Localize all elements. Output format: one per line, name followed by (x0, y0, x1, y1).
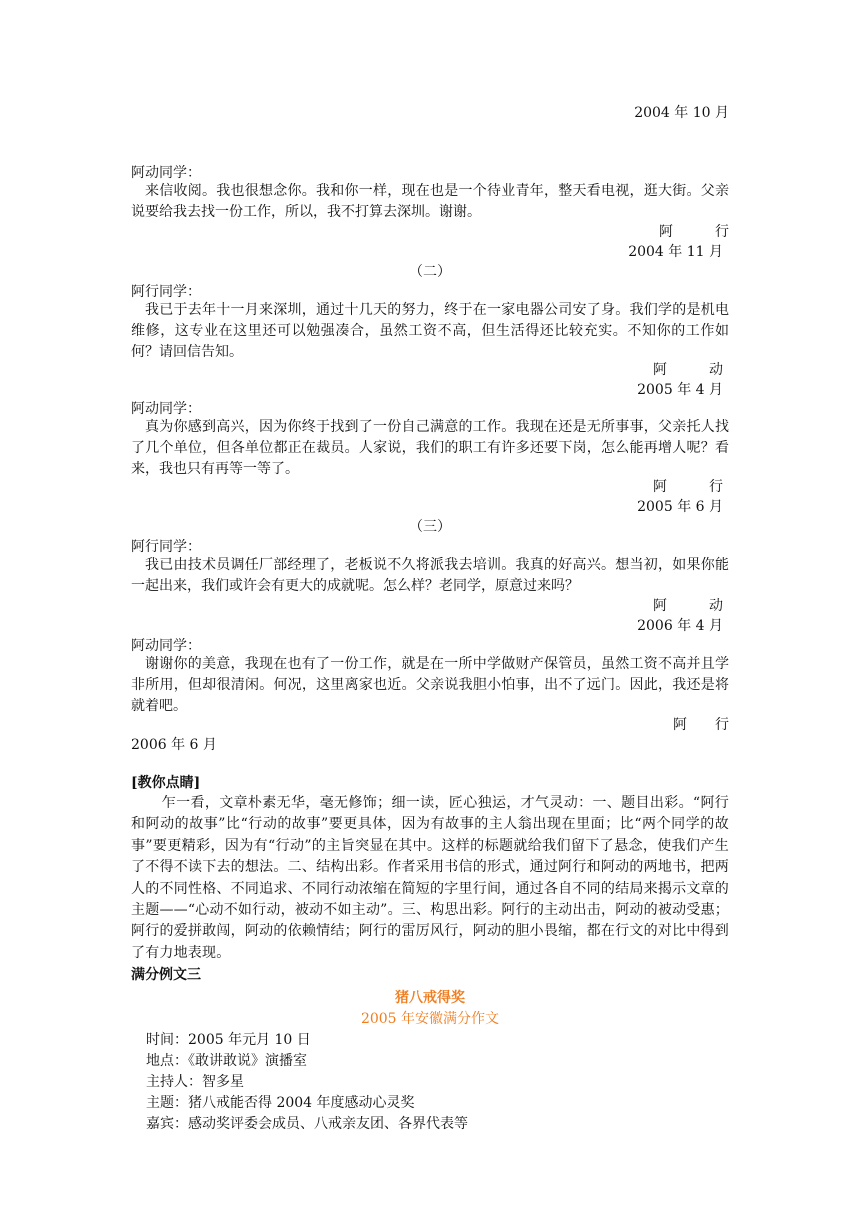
letter4-date: 2006 年 4 月 (637, 618, 723, 634)
letter5-body: 谢谢你的美意，我现在也有了一份工作，就是在一所中学做财产保管员，虽然工资不高并且学非所用，但却很清闲。何况，这里离家也近。父亲说我胆小怕事，出不了远门。因此，我还是将就着吧。 (131, 656, 729, 714)
letter0-date: 2004 年 10 月 (634, 105, 729, 121)
example3-title: 猪八戒得奖 (395, 990, 465, 1006)
letter2-date: 2005 年 4 月 (637, 382, 723, 398)
letter4-body: 我已由技术员调任厂部经理了，老板说不久将派我去培训。我真的好高兴。想当初，如果你能一起出来，我们或许会有更大的成就呢。怎么样？老同学，原意过来吗？ (131, 557, 729, 594)
info-line-guests: 嘉宾：感动奖评委会成员、八戒亲友团、各界代表等 (146, 1116, 468, 1132)
info-line-host: 主持人：智多星 (146, 1074, 244, 1090)
letter3-body: 真为你感到高兴，因为你终于找到了一份自己满意的工作。我现在还是无所事事，父亲托人找了几个单位，但各单位都正在裁员。人家说，我们的职工有许多还要下岗，怎么能再增人呢？看来，我也只有再等一等了。 (131, 419, 729, 477)
letter1-body: 来信收阅。我也很想念你。我和你一样，现在也是一个待业青年，整天看电视，逛大街。父亲说要给我去找一份工作，所以，我不打算去深圳。谢谢。 (131, 183, 729, 220)
comment-body: 乍一看，文章朴素无华，毫无修饰；细一读，匠心独运，才气灵动：一、题目出彩。“阿行和阿动的故事”比“行动的故事”要更具体，因为有故事的主人翁出现在里面；比“两个同学的故事”要更精彩，因为有“行动”的主旨突显在其中。这样的标题就给我们留下了悬念，使我们产生了不得不读下去的想法。二、结构出彩。作者采用书信的形式，通过阿行和阿动的两地书，把两人的不同性格、不同追求、不同行动浓缩在简短的字里行间，通过各自不同的结局来揭示文章的主题——“心动不如行动，被动不如主动”。三、构思出彩。阿行的主动出击，阿动的被动受惠；阿行的爱拼敢闯，阿动的依赖情结；阿行的雷厉风行，阿动的胆小畏缩，都在行文的对比中得到了有力地表现。 (131, 795, 729, 961)
example3-subtitle: 2005 年安徽满分作文 (360, 1011, 500, 1027)
section3-title: （三） (409, 519, 451, 535)
comment-heading: [教你点睛] (131, 775, 201, 791)
info-line-place: 地点：《敢讲敢说》演播室 (146, 1053, 307, 1069)
letter4-signature: 阿 动 (653, 598, 723, 614)
info-line-time: 时间：2005 年元月 10 日 (146, 1032, 311, 1048)
letter5-signature: 阿 行 (673, 717, 729, 733)
letter2-salutation: 阿行同学： (131, 284, 201, 300)
letter4-salutation: 阿行同学： (131, 539, 201, 555)
letter3-signature: 阿 行 (653, 479, 723, 495)
letter5-salutation: 阿动同学： (131, 638, 201, 654)
letter3-date: 2005 年 6 月 (637, 499, 723, 515)
example3-heading: 满分例文三 (131, 967, 201, 983)
letter1-signature: 阿 行 (659, 224, 729, 240)
section2-title: （二） (409, 264, 451, 280)
letter5-date: 2006 年 6 月 (131, 737, 217, 753)
letter3-salutation: 阿动同学： (131, 401, 201, 417)
letter1-salutation: 阿动同学： (131, 165, 201, 181)
info-line-theme: 主题：猪八戒能否得 2004 年度感动心灵奖 (146, 1095, 415, 1111)
letter1-date: 2004 年 11 月 (628, 244, 723, 260)
letter2-body: 我已于去年十一月来深圳，通过十几天的努力，终于在一家电器公司安了身。我们学的是机电维修，这专业在这里还可以勉强凑合，虽然工资不高，但生活得还比较充实。不知你的工作如何？请回信告知。 (131, 302, 729, 360)
letter2-signature: 阿 动 (653, 362, 723, 378)
